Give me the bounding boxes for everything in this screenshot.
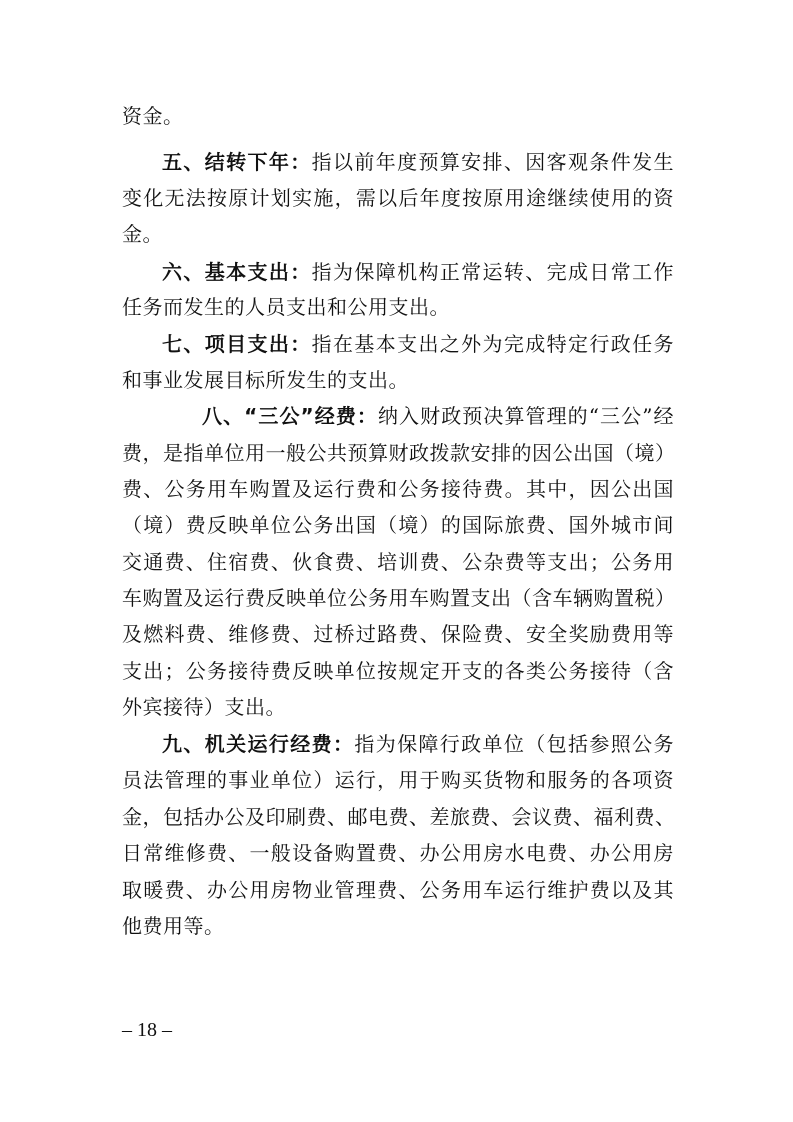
paragraph-8-line-1	[202, 402, 674, 430]
text-line	[122, 912, 674, 940]
line-text: 费、公务用车购置及运行费和公务接待费。其中，因公出国	[122, 477, 674, 501]
line-text: 资金。	[122, 104, 184, 128]
line-text: 和事业发展目标所发生的支出。	[122, 368, 409, 392]
heading-jiben-zhichu: 六、基本支出：	[162, 260, 312, 284]
text-line	[122, 693, 674, 721]
line-text: 外宾接待）支出。	[122, 695, 286, 719]
line-text: 金，包括办公及印刷费、邮电费、差旅费、会议费、福利费、	[122, 805, 676, 829]
line-text: 车购置及运行费反映单位公务用车购置支出（含车辆购置税）	[122, 586, 676, 610]
text-line	[122, 766, 674, 794]
text-line	[122, 439, 674, 467]
heading-jiezhuan: 五、结转下年：	[162, 150, 312, 174]
line-text: 指为保障机构正常运转、完成日常工作	[311, 260, 675, 284]
paragraph-7-line-1	[162, 330, 674, 358]
heading-jiguan-yunxing-jingfei: 九、机关运行经费：	[162, 732, 355, 756]
line-text: 日常维修费、一般设备购置费、办公用房水电费、办公用房	[122, 841, 674, 865]
line-text: （境）费反映单位公务出国（境）的国际旅费、国外城市间	[122, 513, 674, 537]
line-text: 取暖费、办公用房物业管理费、公务用车运行维护费以及其	[122, 878, 674, 902]
text-line	[122, 620, 674, 648]
paragraph-9-line-1	[162, 730, 674, 758]
line-text: 费，是指单位用一般公共预算财政拨款安排的因公出国（境）	[122, 441, 676, 465]
page-number: – 18 –	[122, 1019, 172, 1041]
text-line	[122, 220, 674, 248]
text-line	[122, 548, 674, 576]
line-text: 变化无法按原计划实施，需以后年度按原用途继续使用的资	[122, 186, 674, 210]
text-line	[122, 293, 674, 321]
line-text: 指在基本支出之外为完成特定行政任务	[311, 332, 675, 356]
text-line	[122, 876, 674, 904]
line-text: 指以前年度预算安排、因客观条件发生	[311, 150, 675, 174]
text-line	[122, 475, 674, 503]
line-text: 支出；公务接待费反映单位按规定开支的各类公务接待（含	[122, 659, 674, 683]
line-text: 员法管理的事业单位）运行，用于购买货物和服务的各项资	[122, 768, 674, 792]
text-line	[122, 584, 674, 612]
line-text: 金。	[122, 222, 163, 246]
text-line	[122, 102, 674, 130]
text-line	[122, 184, 674, 212]
text-line	[122, 839, 674, 867]
paragraph-5-line-1	[162, 148, 674, 176]
line-text: 交通费、住宿费、伙食费、培训费、公杂费等支出；公务用	[122, 550, 674, 574]
line-text: 指为保障行政单位（包括参照公务	[354, 732, 675, 756]
paragraph-6-line-1	[162, 258, 674, 286]
line-text: 他费用等。	[122, 914, 225, 938]
text-line	[122, 511, 674, 539]
line-text: 及燃料费、维修费、过桥过路费、保险费、安全奖励费用等	[122, 622, 674, 646]
heading-sangong-jingfei: 八、“三公”经费：	[202, 404, 378, 428]
text-line	[122, 366, 674, 394]
text-line	[122, 803, 674, 831]
text-line	[122, 657, 674, 685]
heading-xiangmu-zhichu: 七、项目支出：	[162, 332, 312, 356]
line-text: 纳入财政预决算管理的“三公”经	[377, 404, 674, 428]
line-text: 任务而发生的人员支出和公用支出。	[122, 295, 450, 319]
